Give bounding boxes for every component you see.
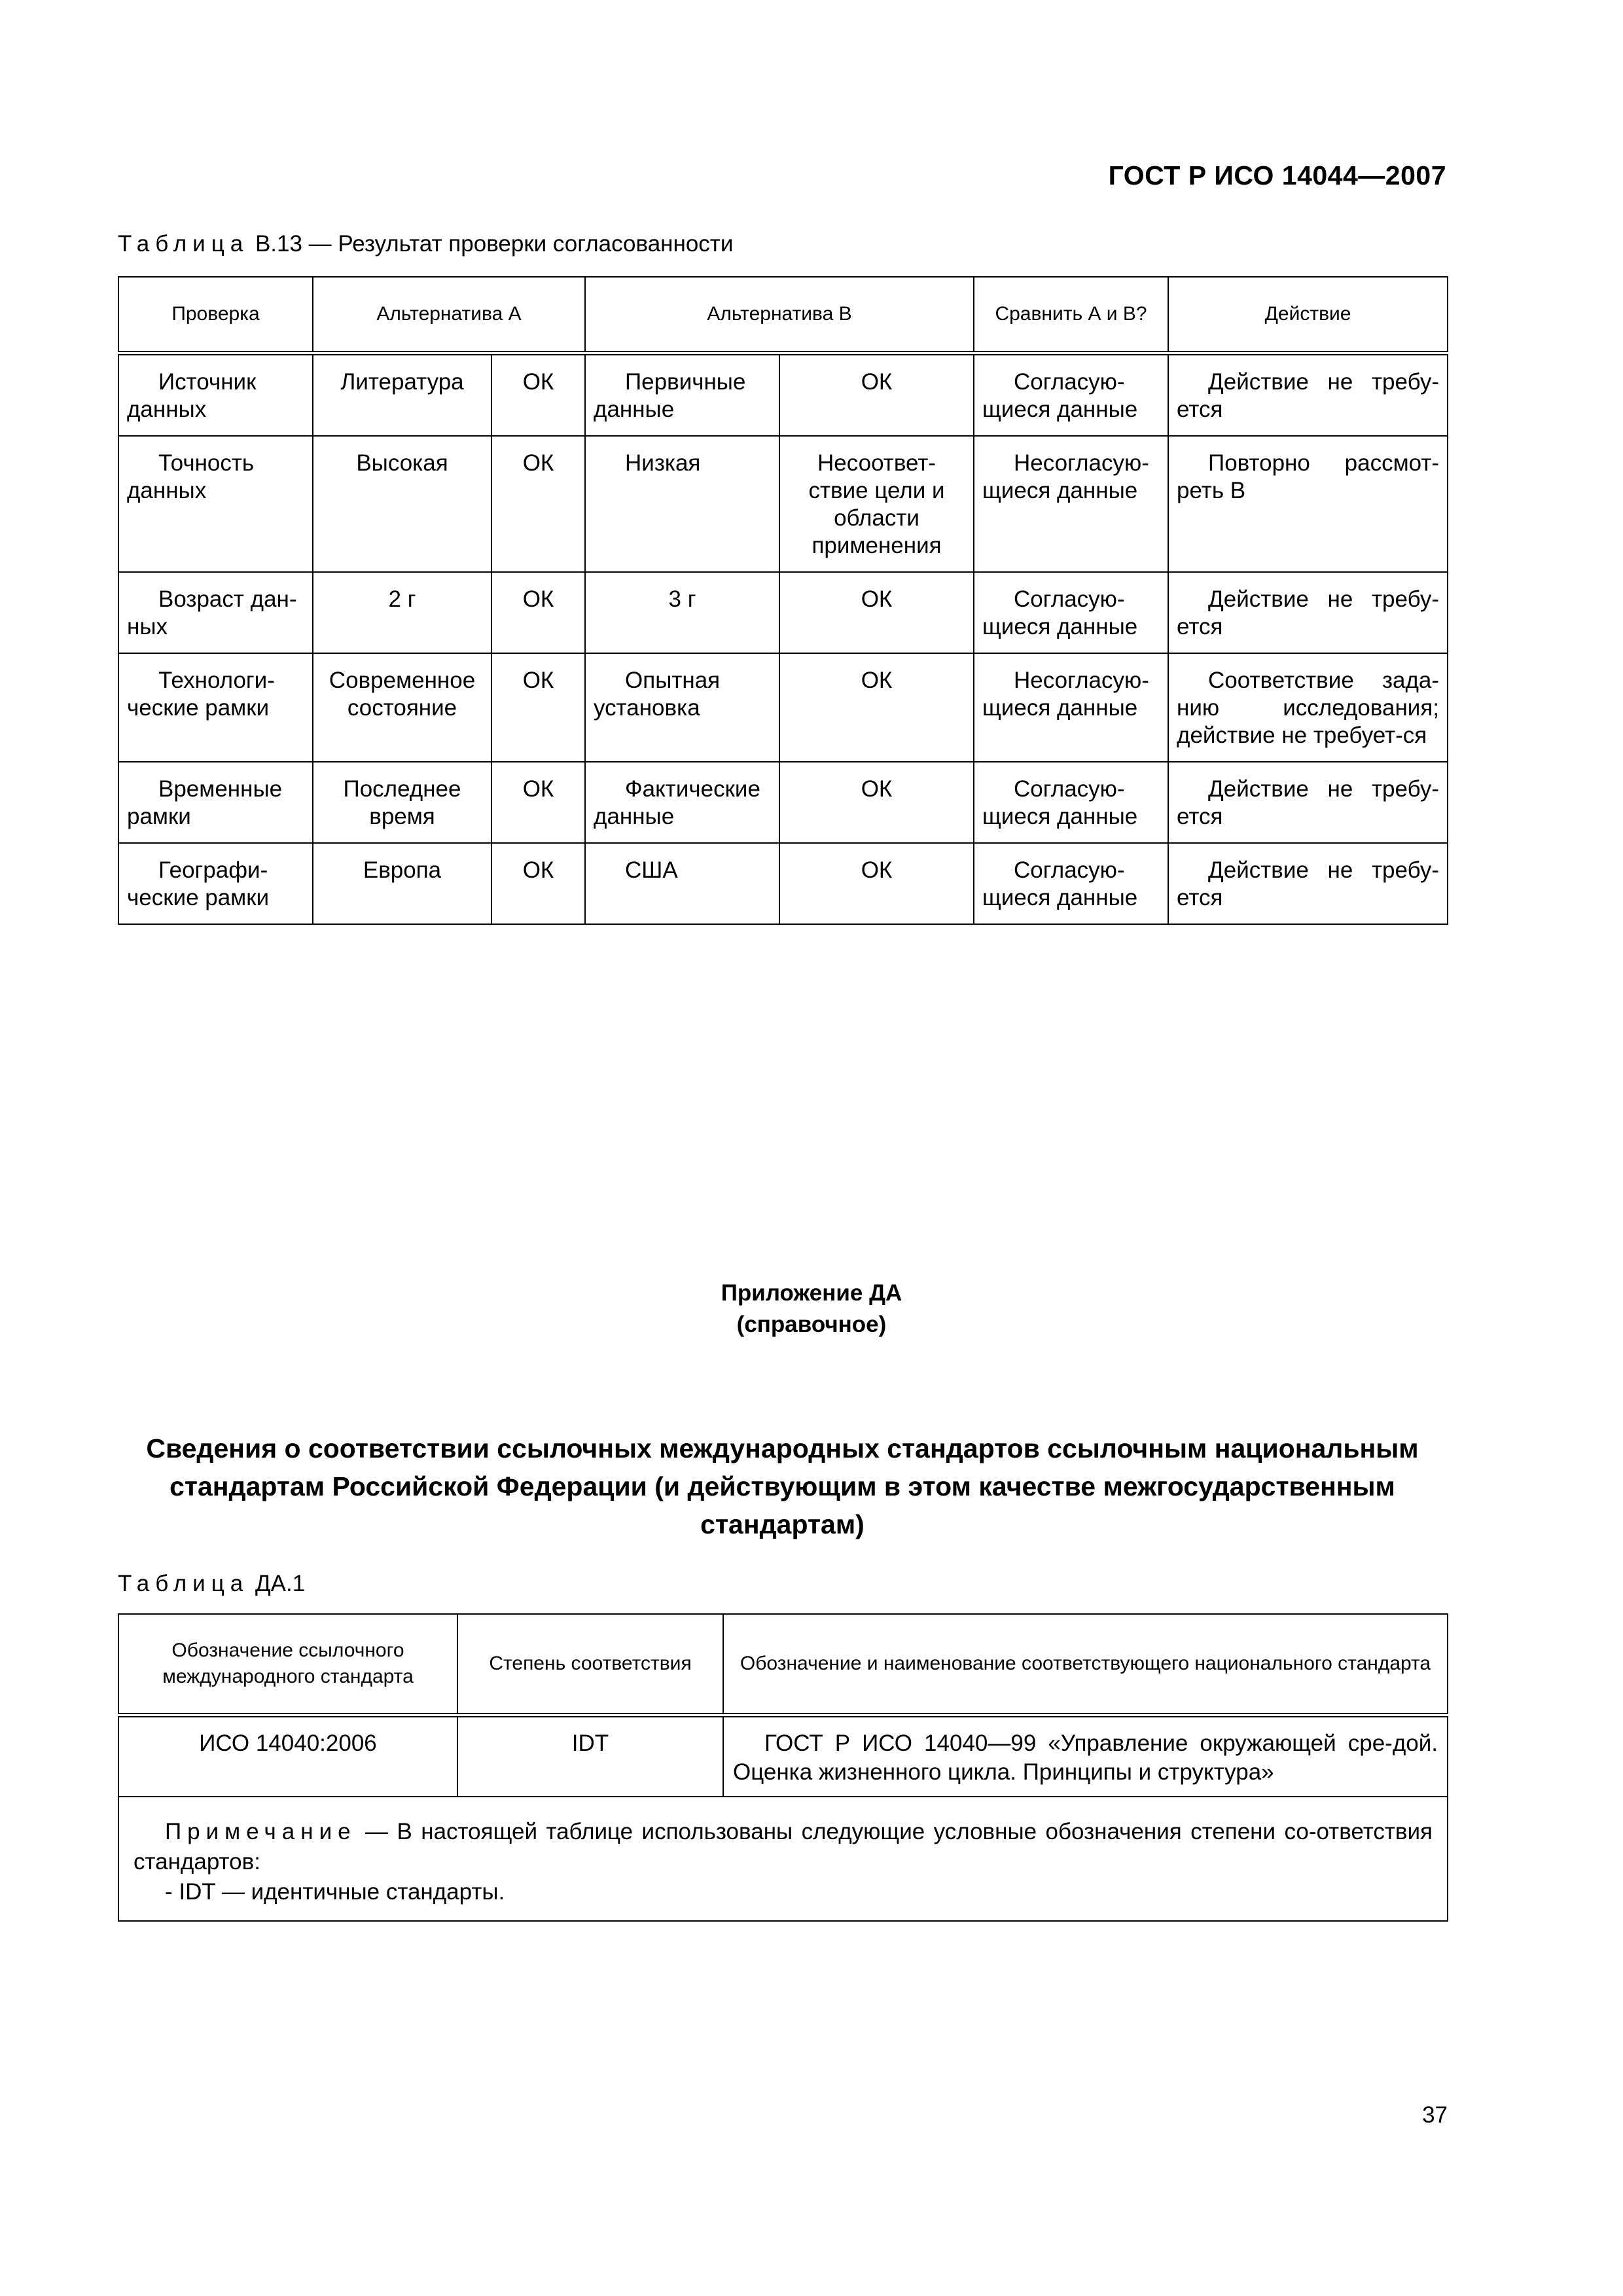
table-row	[118, 572, 1448, 653]
alt-a-value: Последнее время	[313, 762, 491, 843]
table-da1-caption	[118, 1571, 305, 1597]
table-header-row	[118, 1614, 1448, 1715]
alt-b-status: ОК	[779, 843, 974, 924]
table-word: Таблица	[118, 1571, 249, 1596]
table-b13-caption-text: B.13 — Результат проверки согласованности	[249, 231, 734, 257]
table-row	[118, 436, 1448, 572]
alt-a-status: ОК	[491, 762, 585, 843]
header-action: Действие	[1168, 277, 1448, 353]
alt-a-status: ОК	[491, 353, 585, 437]
alt-b-value: США	[585, 843, 779, 924]
appendix-subtitle: (справочное)	[736, 1312, 887, 1337]
alt-a-status: ОК	[491, 843, 585, 924]
table-row	[118, 1715, 1448, 1797]
table-row	[118, 843, 1448, 924]
table-b13-caption	[118, 231, 733, 257]
standards-correspondence-table	[118, 1613, 1448, 1922]
check-cell: Временные рамки	[118, 762, 313, 843]
action-cell: Действие не требу-ется	[1168, 843, 1448, 924]
alt-a-status: ОК	[491, 653, 585, 762]
check-cell: Точность данных	[118, 436, 313, 572]
table-row	[118, 353, 1448, 437]
alt-b-status: ОК	[779, 762, 974, 843]
header-alternative-a: Альтернатива А	[313, 277, 585, 353]
header-degree: Степень соответствия	[457, 1614, 723, 1715]
action-cell: Действие не требу-ется	[1168, 353, 1448, 437]
compare-cell: Несогласую-щиеся данные	[974, 436, 1168, 572]
alt-b-status: ОК	[779, 353, 974, 437]
appendix-title: Приложение ДА	[721, 1280, 902, 1306]
alt-b-value: Низкая	[585, 436, 779, 572]
table-row	[118, 762, 1448, 843]
note-item: - IDT — идентичные стандарты.	[165, 1879, 505, 1905]
check-cell: Источник данных	[118, 353, 313, 437]
alt-a-status: ОК	[491, 572, 585, 653]
alt-a-value: Европа	[313, 843, 491, 924]
header-compare: Сравнить А и В?	[974, 277, 1168, 353]
header-national-standard: Обозначение и наименование соответствующего национального стандарта	[723, 1614, 1448, 1715]
compare-cell: Согласую-щиеся данные	[974, 353, 1168, 437]
table-note	[118, 1797, 1448, 1921]
degree-cell: IDT	[457, 1715, 723, 1797]
compare-cell: Согласую-щиеся данные	[974, 762, 1168, 843]
alt-b-value: Первичные данные	[585, 353, 779, 437]
document-code-header: ГОСТ Р ИСО 14044—2007	[1108, 160, 1446, 190]
note-label: Примечание	[165, 1819, 357, 1844]
table-da1-caption-text: ДА.1	[249, 1571, 306, 1596]
appendix-heading: Сведения о соответствии ссылочных международных стандартов ссылочным национальным стандартам Российской Федерации (и действующим в этом качестве межгосударственным стандартам)	[146, 1433, 1419, 1539]
table-word: Таблица	[118, 231, 249, 257]
check-cell: Возраст дан-ных	[118, 572, 313, 653]
check-cell: Технологи-ческие рамки	[118, 653, 313, 762]
table-header-row	[118, 277, 1448, 353]
alt-a-value: Высокая	[313, 436, 491, 572]
alt-a-value: Современное состояние	[313, 653, 491, 762]
national-standard-cell: ГОСТ Р ИСО 14040—99 «Управление окружающей сре-дой. Оценка жизненного цикла. Принципы и структура»	[723, 1715, 1448, 1797]
alt-a-status: ОК	[491, 436, 585, 572]
alt-b-value: 3 г	[585, 572, 779, 653]
compare-cell: Несогласую-щиеся данные	[974, 653, 1168, 762]
note-paragraph	[134, 1817, 1433, 1877]
consistency-check-table	[118, 276, 1448, 925]
note-text: — В настоящей таблице использованы следующие условные обозначения степени со-ответствия стандартов:	[134, 1819, 1433, 1874]
alt-b-value: Опытная установка	[585, 653, 779, 762]
action-cell: Повторно рассмот-реть В	[1168, 436, 1448, 572]
note-row	[118, 1797, 1448, 1921]
alt-b-status: Несоответ-ствие цели и области применения	[779, 436, 974, 572]
header-alternative-b: Альтернатива В	[585, 277, 974, 353]
alt-b-value: Фактические данные	[585, 762, 779, 843]
header-check: Проверка	[118, 277, 313, 353]
alt-a-value: 2 г	[313, 572, 491, 653]
alt-b-status: ОК	[779, 572, 974, 653]
table-row	[118, 653, 1448, 762]
check-cell: Географи-ческие рамки	[118, 843, 313, 924]
international-standard-cell: ИСО 14040:2006	[118, 1715, 457, 1797]
action-cell: Действие не требу-ется	[1168, 762, 1448, 843]
action-cell: Действие не требу-ется	[1168, 572, 1448, 653]
alt-b-status: ОК	[779, 653, 974, 762]
action-cell: Соответствие зада-нию исследования; действие не требует-ся	[1168, 653, 1448, 762]
header-international-standard: Обозначение ссылочного международного стандарта	[118, 1614, 457, 1715]
page-number: 37	[1422, 2102, 1448, 2128]
compare-cell: Согласую-щиеся данные	[974, 572, 1168, 653]
compare-cell: Согласую-щиеся данные	[974, 843, 1168, 924]
alt-a-value: Литература	[313, 353, 491, 437]
